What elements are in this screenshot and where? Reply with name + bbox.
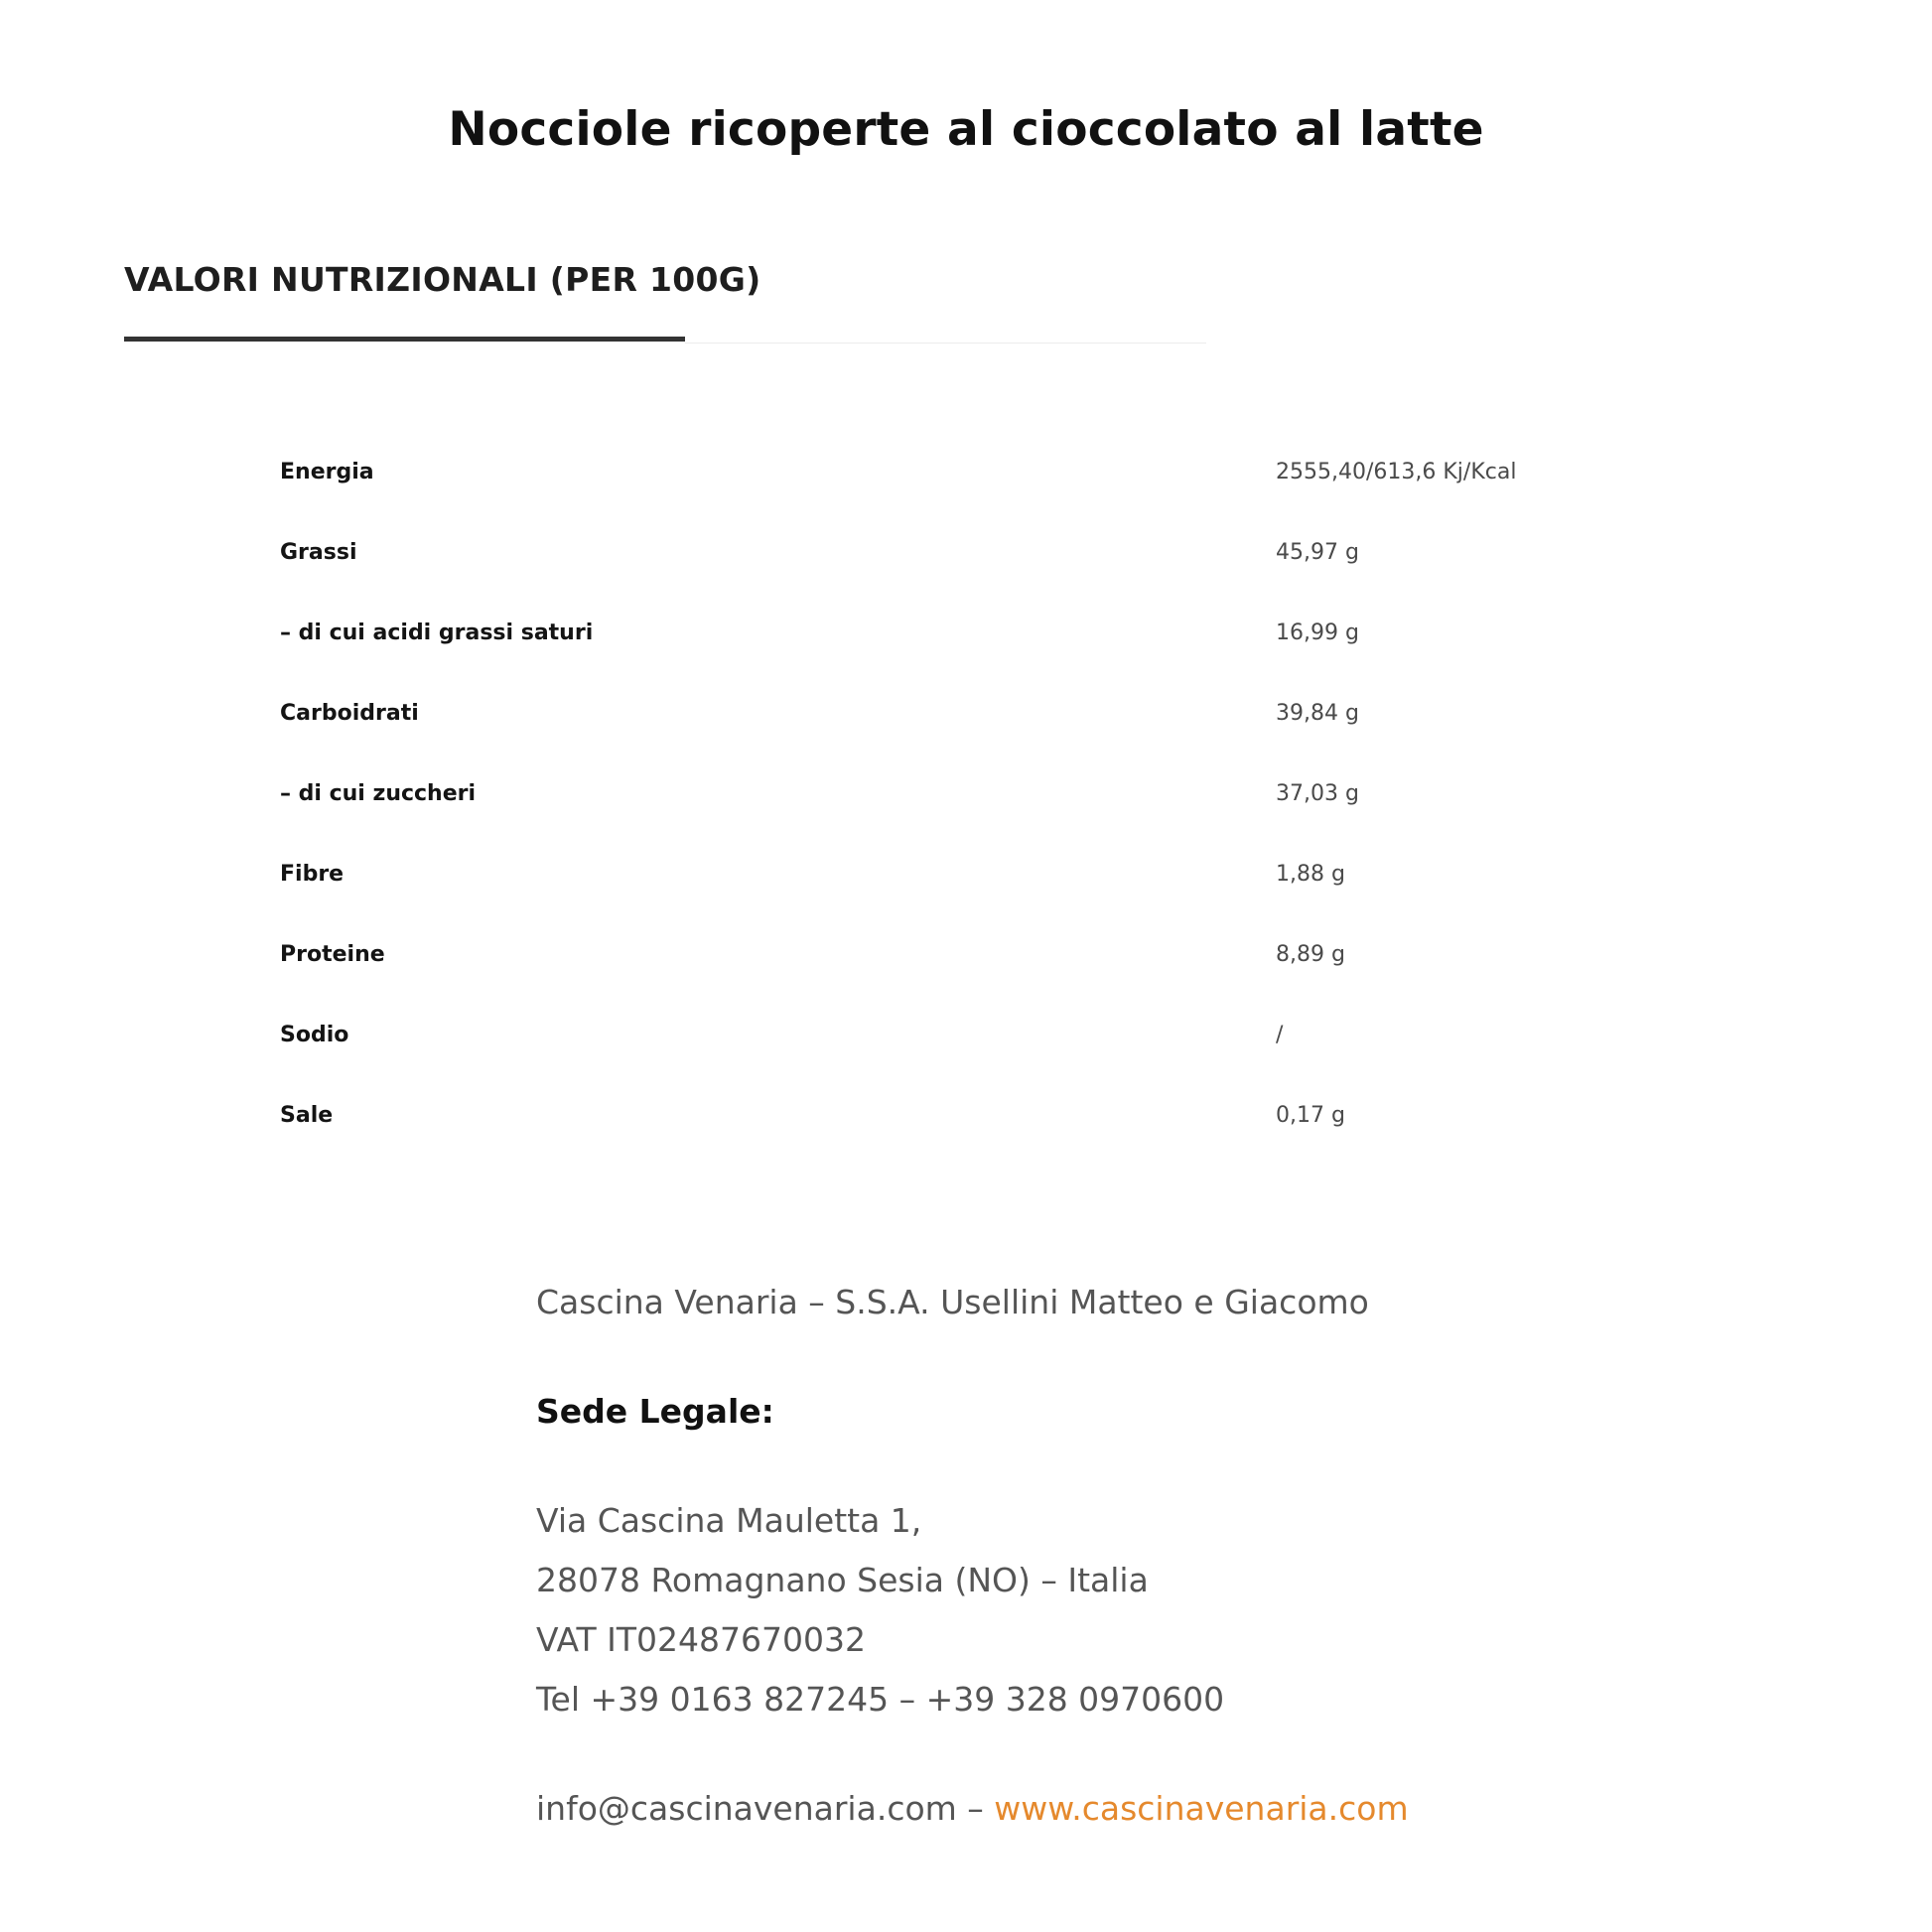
nutrient-name: Sale [280,1103,334,1128]
legal-heading: Sede Legale: [536,1392,774,1431]
nutrient-value: 2555,40/613,6 Kj/Kcal [1276,460,1517,484]
vat-number: VAT IT02487670032 [536,1620,866,1659]
nutrition-row-energia [280,442,1670,522]
nutrition-table [280,442,1670,1166]
nutrition-row-proteine [280,924,1670,1005]
nutrient-value: 8,89 g [1276,942,1345,967]
nutrient-value: 0,17 g [1276,1103,1345,1128]
nutrition-row-zuccheri [280,763,1670,844]
nutrient-name: Sodio [280,1023,349,1047]
company-name: Cascina Venaria – S.S.A. Usellini Matteo e Giacomo [536,1283,1369,1321]
email-link[interactable]: info@cascinavenaria.com [536,1789,957,1828]
address-city: 28078 Romagnano Sesia (NO) – Italia [536,1561,1149,1599]
tab-active-underline [124,337,685,342]
address-street: Via Cascina Mauletta 1, [536,1501,922,1540]
nutrient-value: / [1276,1023,1284,1047]
nutrient-name: Proteine [280,942,385,967]
nutrition-row-grassi-saturi [280,603,1670,683]
nutrition-row-sodio [280,1005,1670,1085]
nutrition-row-grassi [280,522,1670,603]
contact-separator: – [956,1789,995,1828]
tab-nutrition-values[interactable]: VALORI NUTRIZIONALI (PER 100G) [124,260,761,299]
nutrient-name: – di cui acidi grassi saturi [280,621,594,645]
phone-numbers: Tel +39 0163 827245 – +39 328 0970600 [536,1680,1225,1719]
nutrient-value: 16,99 g [1276,621,1359,645]
nutrient-name: – di cui zuccheri [280,781,477,806]
nutrient-name: Carboidrati [280,701,419,726]
tab-divider [685,343,1206,344]
nutrient-value: 39,84 g [1276,701,1359,726]
nutrient-name: Grassi [280,540,357,565]
website-link[interactable]: www.cascinavenaria.com [994,1789,1409,1828]
page-title: Nocciole ricoperte al cioccolato al latte [448,102,1484,158]
nutrient-value: 45,97 g [1276,540,1359,565]
nutrient-value: 1,88 g [1276,862,1345,887]
nutrition-row-fibre [280,844,1670,924]
nutrient-value: 37,03 g [1276,781,1359,806]
nutrition-row-carboidrati [280,683,1670,763]
nutrient-name: Fibre [280,862,345,887]
contact-line [536,1789,1409,1828]
nutrition-row-sale [280,1085,1670,1166]
nutrient-name: Energia [280,460,374,484]
